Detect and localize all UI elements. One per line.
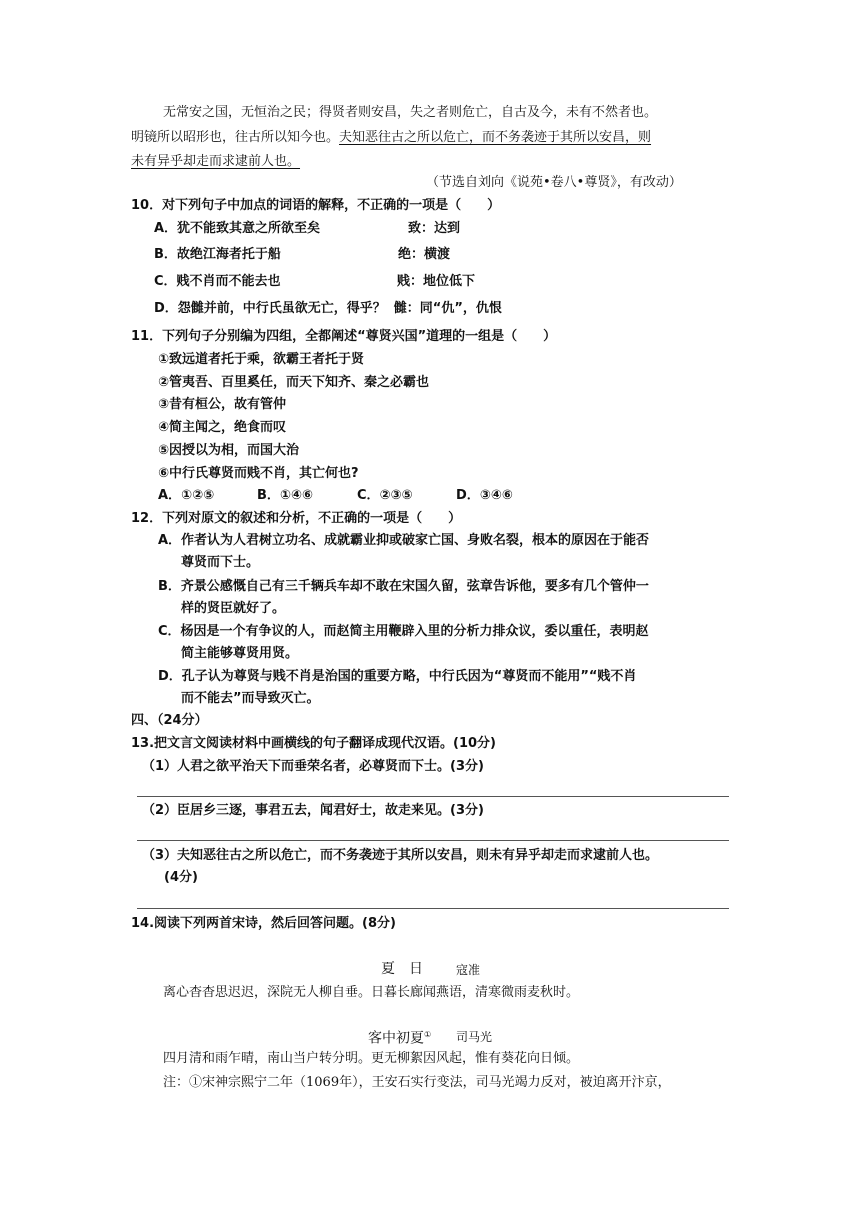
q10-option-a-gloss: 致：达到 [408, 221, 461, 236]
q13-sentence-2: （2）臣居乡三逐，事君五去，闻君好士，故走来见。(3分) [142, 803, 484, 818]
passage-line-1: 无常安之国，无恒治之民；得贤者则安昌，失之者则危亡，自古及今，未有不然者也。 [163, 105, 658, 120]
q13-sentence-3: （3）夫知恶往古之所以危亡，而不务袭迹于其所以安昌，则未有异乎却走而求逮前人也。 [142, 848, 659, 863]
q12-option-d-line-1: D．孔子认为尊贤与贱不肖是治国的重要方略，中行氏因为“尊贤而不能用”“贱不肖 [158, 669, 637, 684]
q10-option-d-gloss: 雠：同“仇”，仇恨 [393, 301, 502, 316]
passage-line-2-plain: 明镜所以昭形也，往古所以知今也。 [131, 130, 340, 145]
q12-option-a-line-2: 尊贤而下士。 [181, 555, 260, 570]
q12-stem: 12．下列对原文的叙述和分析，不正确的一项是（ ） [131, 511, 462, 526]
q12-option-c-line-1: C．杨因是一个有争议的人，而赵简主用鞭辟入里的分析力排众议，委以重任，表明赵 [158, 624, 649, 639]
q13-sentence-1: （1）人君之欲平治天下而垂荣名者，必尊贤而下士。(3分) [142, 759, 484, 774]
q11-item-6: ⑥中行氏尊贤而贱不肖，其亡何也? [158, 466, 359, 481]
footnote: 注：①宋神宗熙宁二年（1069年），王安石实行变法，司马光竭力反对，被迫离开汴京， [163, 1075, 671, 1090]
q10-option-b-gloss: 绝：横渡 [398, 247, 451, 262]
q11-stem: 11．下列句子分别编为四组，全都阐述“尊贤兴国”道理的一组是（ ） [131, 329, 557, 344]
poem-2-text: 四月清和雨乍晴，南山当户转分明。更无柳絮因风起，惟有葵花向日倾。 [163, 1051, 580, 1066]
q12-option-a-line-1: A．作者认为人君树立功名、成就霸业抑或破家亡国、身败名裂，根本的原因在于能否 [158, 533, 650, 548]
q13-stem: 13.把文言文阅读材料中画横线的句子翻译成现代汉语。(10分) [131, 736, 497, 751]
answer-line-1[interactable] [137, 796, 729, 797]
q11-item-4: ④简主闻之，绝食而叹 [158, 420, 287, 435]
q10-option-a: A．犹不能致其意之所欲至矣 [154, 221, 321, 236]
q12-option-b-line-1: B．齐景公感慨自己有三千辆兵车却不敢在宋国久留，弦章告诉他，要多有几个管仲一 [158, 579, 649, 594]
passage-source: （节选自刘向《说苑•卷八•尊贤》，有改动） [426, 175, 682, 190]
poem-1-author: 寇准 [456, 963, 481, 977]
q11-choice-c: C．②③⑤ [357, 488, 413, 503]
poem-1-title: 夏 日 [381, 961, 423, 977]
q10-option-b: B．故绝江海者托于船 [154, 247, 281, 262]
q12-option-c-line-2: 简主能够尊贤用贤。 [181, 646, 299, 661]
q10-option-d [154, 299, 502, 319]
q10-option-c: C．贱不肖而不能去也 [154, 274, 281, 289]
q14-stem: 14.阅读下列两首宋诗，然后回答问题。(8分) [131, 916, 396, 931]
q11-choice-b: B．①④⑥ [257, 488, 313, 503]
answer-line-2[interactable] [137, 840, 729, 841]
poem-2-title [368, 1025, 431, 1049]
q11-item-1: ①致远道者托于乘，欲霸王者托于贤 [158, 352, 365, 367]
q11-item-3: ③昔有桓公，故有管仲 [158, 397, 287, 412]
poem-2-author: 司马光 [456, 1030, 493, 1044]
q12-option-d-line-2: 而不能去”而导致灭亡。 [181, 691, 320, 706]
poem-2-footnote-mark: ① [424, 1030, 432, 1039]
q11-choice-a: A．①②⑤ [158, 488, 215, 503]
q10-option-c-gloss: 贱：地位低下 [397, 274, 476, 289]
answer-line-3[interactable] [137, 908, 729, 909]
passage-underlined-sentence-part-1: 夫知恶往古之所以危亡，而不务袭迹于其所以安昌，则 [339, 130, 652, 145]
poem-1-text: 离心杳杳思迟迟，深院无人柳自垂。日暮长廊闻燕语，清寒微雨麦秋时。 [163, 985, 580, 1000]
passage-line-3 [131, 152, 300, 172]
section-four-heading: 四、（24分） [131, 713, 208, 728]
q12-option-b-line-2: 样的贤臣就好了。 [181, 601, 286, 616]
passage-underlined-sentence-part-2: 未有异乎却走而求逮前人也。 [131, 154, 301, 169]
q11-item-5: ⑤因授以为相，而国大治 [158, 443, 300, 458]
q10-stem: 10．对下列句子中加点的词语的解释，不正确的一项是（ ） [131, 198, 501, 213]
passage-line-2 [131, 128, 651, 148]
q11-choice-d: D．③④⑥ [456, 488, 513, 503]
q11-item-2: ②管夷吾、百里奚任，而天下知齐、秦之必霸也 [158, 375, 430, 390]
poem-2-title-text: 客中初夏 [368, 1030, 424, 1047]
q10-option-d-sentence: D．怨雠并前，中行氏虽欲无亡，得乎？ [154, 301, 386, 316]
q13-sentence-3-points: (4分) [164, 870, 198, 885]
